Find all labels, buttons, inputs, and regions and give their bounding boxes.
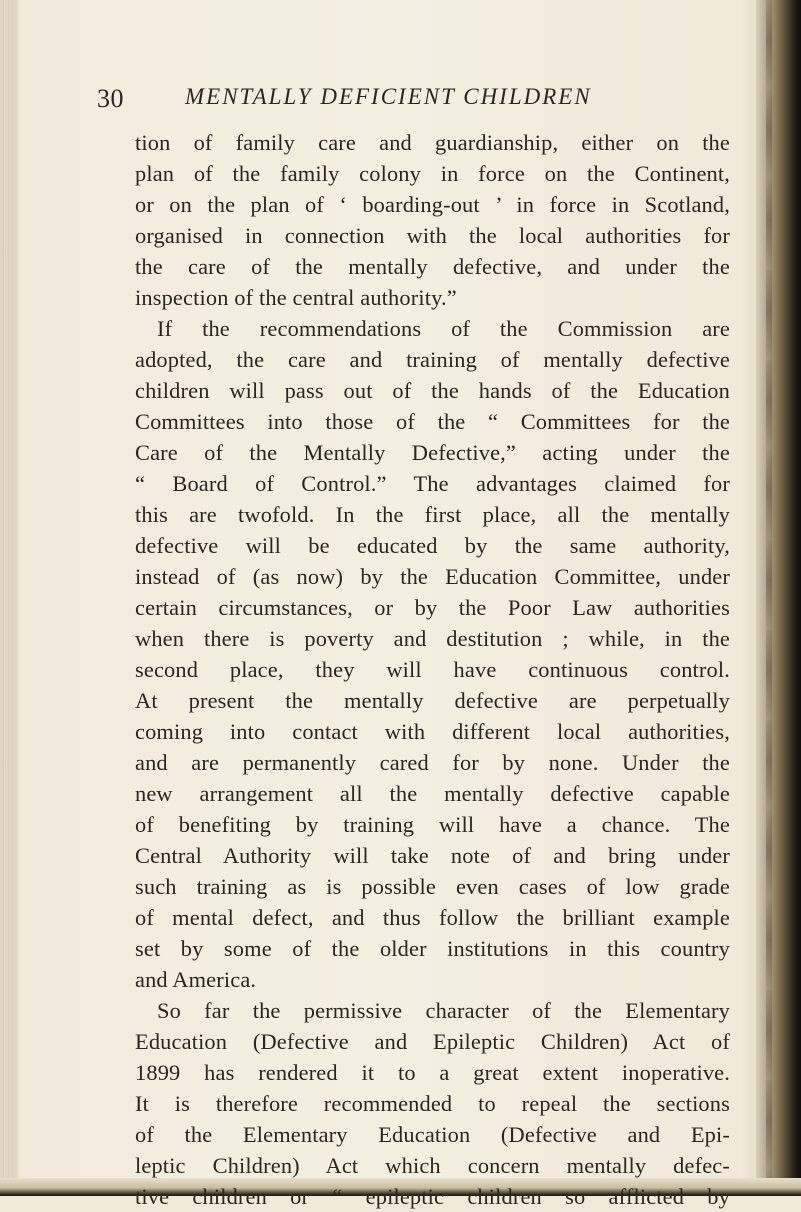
text-line: new arrangement all the mentally defective capable xyxy=(135,781,730,806)
text-line: Education (Defective and Epileptic Children) Act of xyxy=(135,1029,730,1054)
text-line: At present the mentally defective are perpetually xyxy=(135,688,730,713)
text-line: tion of family care and guardianship, either on the xyxy=(135,130,730,155)
text-line: and America. xyxy=(135,967,257,992)
text-line: coming into contact with different local authorities, xyxy=(135,719,730,744)
body-text xyxy=(135,127,730,1212)
text-line: Care of the Mentally Defective,” acting under the xyxy=(135,440,730,465)
page-left-edge xyxy=(0,0,18,1196)
text-line: organised in connection with the local authorities for xyxy=(135,223,730,248)
text-line: such training as is possible even cases of low grade xyxy=(135,874,730,899)
page-number: 30 xyxy=(97,84,124,113)
text-line: It is therefore recommended to repeal the sections xyxy=(135,1091,730,1116)
page-stack-edge xyxy=(766,0,772,1196)
text-line: Committees into those of the “ Committees for the xyxy=(135,409,730,434)
text-line: inspection of the central authority.” xyxy=(135,285,457,310)
text-line: adopted, the care and training of mentally defective xyxy=(135,347,730,372)
text-line: of mental defect, and thus follow the brilliant example xyxy=(135,905,730,930)
book-spine-shadow xyxy=(756,0,801,1196)
text-line: certain circumstances, or by the Poor Law authorities xyxy=(135,595,730,620)
text-line: leptic Children) Act which concern mentally defec- xyxy=(135,1153,730,1178)
running-head xyxy=(0,80,760,116)
text-line: of the Elementary Education (Defective and Epi- xyxy=(135,1122,730,1147)
text-line: second place, they will have continuous control. xyxy=(135,657,730,682)
text-line: and are permanently cared for by none. Under the xyxy=(135,750,730,775)
text-line: instead of (as now) by the Education Committee, under xyxy=(135,564,730,589)
text-line: 1899 has rendered it to a great extent inoperative. xyxy=(135,1060,730,1085)
text-line: tive children or “ epileptic children so afflicted by xyxy=(135,1184,730,1209)
text-line: the care of the mentally defective, and under the xyxy=(135,254,730,279)
text-line: plan of the family colony in force on the Continent, xyxy=(135,161,730,186)
text-line: set by some of the older institutions in this country xyxy=(135,936,730,961)
text-line: or on the plan of ‘ boarding-out ’ in force in Scotland, xyxy=(135,192,730,217)
running-head-title: MENTALLY DEFICIENT CHILDREN xyxy=(185,84,592,109)
text-line: So far the permissive character of the Elementary xyxy=(157,998,730,1023)
text-line: defective will be educated by the same authority, xyxy=(135,533,730,558)
text-line: when there is poverty and destitution ; while, in the xyxy=(135,626,730,651)
text-line: children will pass out of the hands of the Education xyxy=(135,378,730,403)
text-line: If the recommendations of the Commission are xyxy=(157,316,730,341)
text-line: “ Board of Control.” The advantages claimed for xyxy=(135,471,730,496)
text-line: of benefiting by training will have a chance. The xyxy=(135,812,730,837)
text-line: Central Authority will take note of and bring under xyxy=(135,843,730,868)
text-line: this are twofold. In the first place, all the mentally xyxy=(135,502,730,527)
